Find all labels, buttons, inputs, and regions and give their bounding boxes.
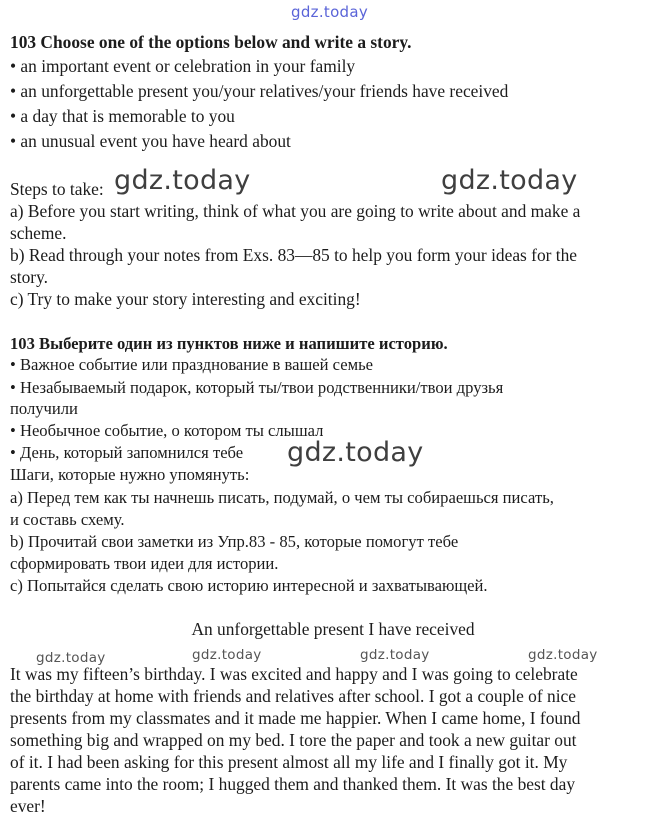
russian-line: Шаги, которые нужно упомянуть: — [10, 465, 250, 484]
story-line: presents from my classmates and it made me happier. When I came home, I found — [10, 708, 581, 728]
english-task-title: 103 Choose one of the options below and write a story. — [10, 32, 412, 52]
english-option: • a day that is memorable to you — [10, 106, 235, 126]
russian-line: сформировать твои идеи для истории. — [10, 554, 279, 573]
russian-line: • Незабываемый подарок, который ты/твои родственники/твои друзья — [10, 378, 504, 397]
russian-line: • Важное событие или празднование в вашей семье — [10, 355, 374, 374]
step-line: c) Try to make your story interesting and exciting! — [10, 289, 361, 309]
story-line: something big and wrapped on my bed. I tore the paper and took a new guitar out — [10, 730, 577, 750]
english-option: • an unforgettable present you/your relatives/your friends have received — [10, 81, 509, 101]
steps-label: Steps to take: — [10, 179, 104, 199]
watermark-top: gdz.today — [291, 3, 369, 21]
russian-line: • Необычное событие, о котором ты слышал — [10, 421, 324, 440]
russian-line: b) Прочитай свои заметки из Упр.83 - 85, которые помогут тебе — [10, 532, 459, 551]
story-line: the birthday at home with friends and relatives after school. I got a couple of nice — [10, 686, 576, 706]
step-line: story. — [10, 267, 48, 287]
watermark-mid-left: gdz.today — [114, 165, 251, 196]
english-option: • an unusual event you have heard about — [10, 131, 291, 151]
russian-line: с) Попытайся сделать свою историю интересной и захватывающей. — [10, 576, 488, 595]
story-title: An unforgettable present I have received — [191, 619, 475, 639]
watermark-row: gdz.today — [360, 647, 430, 663]
russian-line: а) Перед тем как ты начнешь писать, подумай, о чем ты собираешься писать, — [10, 488, 554, 507]
watermark-mid-right: gdz.today — [441, 165, 578, 196]
russian-line: получили — [10, 399, 78, 418]
russian-task-title: 103 Выберите один из пунктов ниже и напишите историю. — [10, 334, 448, 353]
step-line: a) Before you start writing, think of what you are going to write about and make a — [10, 201, 581, 221]
russian-line: и составь схему. — [10, 510, 125, 529]
watermark-row: gdz.today — [528, 647, 598, 663]
watermark-row: gdz.today — [192, 647, 262, 663]
story-line: parents came into the room; I hugged them and thanked them. It was the best day — [10, 774, 576, 794]
story-line: It was my fifteen’s birthday. I was excited and happy and I was going to celebrate — [10, 664, 578, 684]
story-line: ever! — [10, 796, 46, 816]
watermark-center: gdz.today — [287, 437, 424, 468]
step-line: b) Read through your notes from Exs. 83—85 to help you form your ideas for the — [10, 245, 578, 265]
story-line: of it. I had been asking for this present almost all my life and I finally got it. My — [10, 752, 568, 772]
step-line: scheme. — [10, 223, 67, 243]
watermark-row: gdz.today — [36, 650, 106, 666]
russian-line: • День, который запомнился тебе — [10, 443, 244, 462]
english-option: • an important event or celebration in your family — [10, 56, 356, 76]
